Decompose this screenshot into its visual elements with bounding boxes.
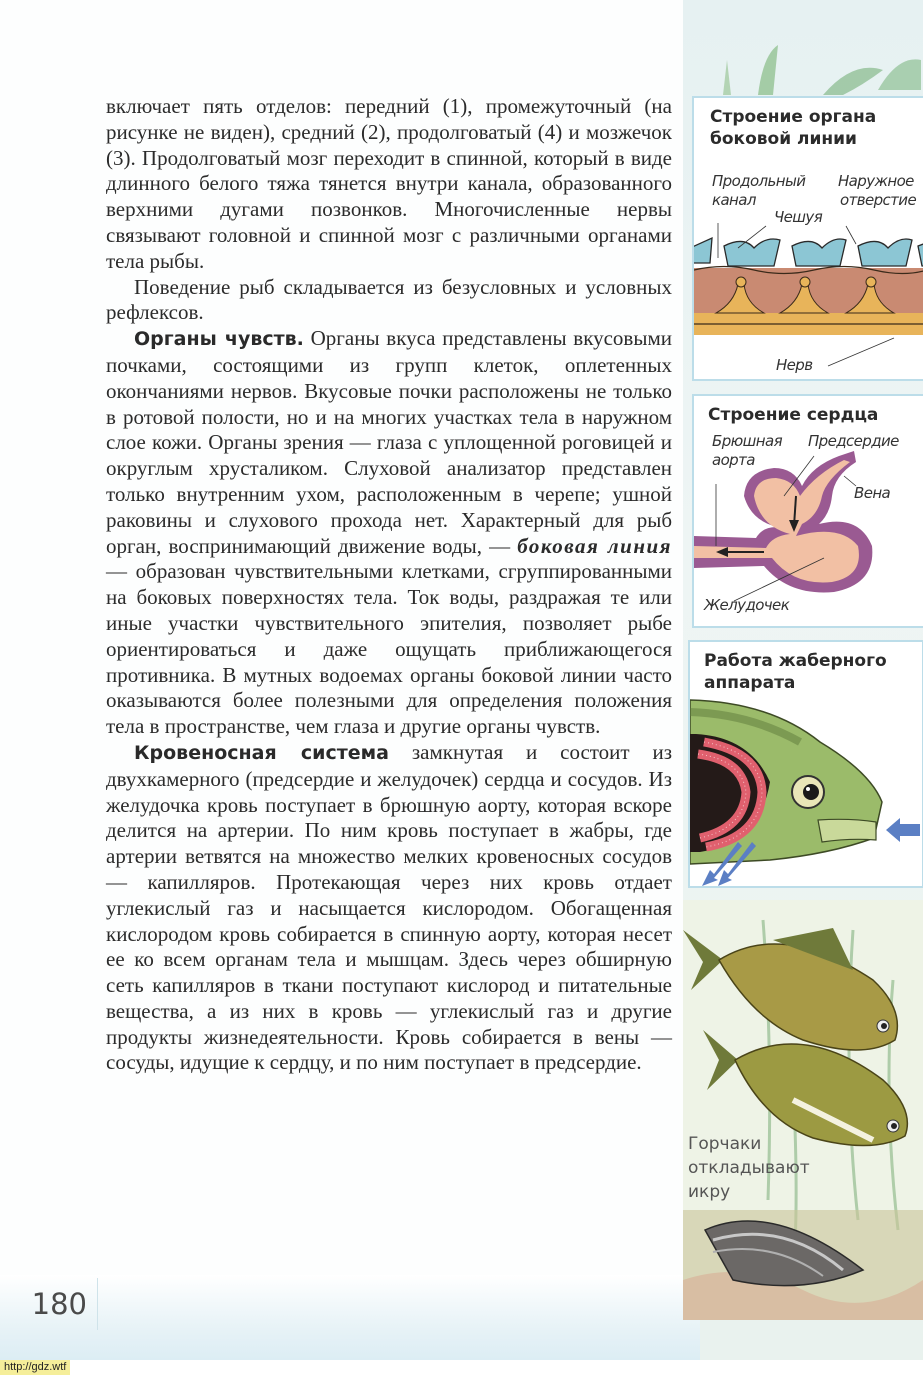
label-ventricle: Желудочек bbox=[704, 596, 790, 614]
term-lateral-line: боковая линия bbox=[517, 533, 672, 558]
figure-title: Строение органа боковой линии bbox=[710, 107, 877, 149]
figure-gill-apparatus bbox=[688, 640, 923, 888]
fish-head-gill-diagram bbox=[690, 642, 923, 888]
paragraph-circulatory-system bbox=[106, 740, 672, 1076]
sense-organs-text-b: — образован чувствительными клетками, сгруппированными на боковых поверхностях тела. Ток воды, раздражая те или иные участки чувствительного эпителия, позволяет рыбе ориентироваться и даже ощущать приближающегося противника. В мутных водоемах органы боковой линии часто оказываются более полезными для определения положения тела в пространстве, чем глаза и другие органы чувств. bbox=[106, 559, 672, 739]
label-longitudinal-canal-1: Продольный bbox=[712, 172, 806, 190]
label-external-opening-2: отверстие bbox=[840, 191, 917, 209]
bitterling-caption: Горчаки откладывают икру bbox=[688, 1134, 810, 1202]
lateral-line-diagram bbox=[694, 98, 923, 381]
figure-title: Строение сердца bbox=[708, 405, 879, 425]
circulatory-text: замкнутая и состоит из двухкамерного (предсердие и желудочек) сердца и сосудов. Из желудочка кровь поступает в брюшную аорту, которая вскоре делится на артерии. По ним кровь поступает в жабры, где артерии ветвятся на множество мелких кровеносных сосудов — капилляров. Протекающая через них кровь отдает углекислый газ и насыщается кислородом. Обогащенная кислородом кровь собирается в спинную аорту, которая несет ее ко всем органам тела и мышцам. Здесь через обширную сеть капилляров в ткани поступают кислород и питательные вещества, а из них в кровь — углекислый газ и другие продукты жизнедеятельности. Кровь собирается в вены — сосуды, идущие к сердцу, и по ним поступает в предсердие. bbox=[106, 739, 673, 1075]
paragraph-sense-organs bbox=[106, 326, 672, 740]
footer-band bbox=[0, 1275, 700, 1360]
label-external-opening-1: Наружное bbox=[838, 172, 914, 190]
label-atrium: Предсердие bbox=[808, 432, 899, 450]
figure-lateral-line bbox=[692, 96, 923, 381]
watermark-link[interactable]: http://gdz.wtf bbox=[0, 1360, 70, 1375]
label-ventral-aorta-2: аорта bbox=[712, 451, 755, 469]
waterweed-top-illustration bbox=[683, 0, 923, 100]
heart-diagram bbox=[694, 396, 923, 628]
paragraph-behavior: Поведение рыб складывается из безусловных и условных рефлексов. bbox=[106, 274, 672, 325]
body-text bbox=[106, 94, 672, 1076]
page-number: 180 bbox=[0, 1278, 98, 1330]
figure-bitterling-fish bbox=[683, 900, 923, 1320]
figure-title: Работа жаберного аппарата bbox=[704, 651, 887, 693]
paragraph-nervous-system: включает пять отделов: передний (1), промежуточный (на рисунке не виден), средний (2), продолговатый (4) и мозжечок (3). Продолговатый мозг переходит в спинной, который в виде длинного белого тяжа тянется внутри канала, образованного верхними дугами позвонков. Многочисленные нервы связывают головной и спинной мозг с различными органами тела рыбы. bbox=[106, 94, 672, 273]
left-margin bbox=[0, 0, 96, 1275]
label-ventral-aorta-1: Брюшная bbox=[712, 432, 782, 450]
figure-heart-structure bbox=[692, 394, 923, 628]
label-nerve: Нерв bbox=[776, 356, 813, 374]
bitterling-spawning-illustration bbox=[683, 900, 923, 1320]
label-longitudinal-canal-2: канал bbox=[712, 191, 756, 209]
sense-organs-text-a: Органы вкуса представлены вкусовыми почками, состоящими из групп клеток, оплетенных окончаниями нервов. Вкусовые почки расположены не только в ротовой полости, но и на многих участках тела в наружном слое кожи. Органы зрения — глаза с уплощенной роговицей и округлым хрусталиком. Слуховой анализатор представлен только внутренним ухом, расположенным в черепе; ушной раковины и слухового прохода нет. Характерный для рыб орган, воспринимающий движение воды, — bbox=[106, 326, 672, 558]
label-vein: Вена bbox=[854, 484, 891, 502]
section-heading-sense-organs: Органы чувств. bbox=[134, 328, 304, 351]
label-scale: Чешуя bbox=[774, 208, 823, 226]
section-heading-circulatory: Кровеносная система bbox=[134, 741, 390, 764]
